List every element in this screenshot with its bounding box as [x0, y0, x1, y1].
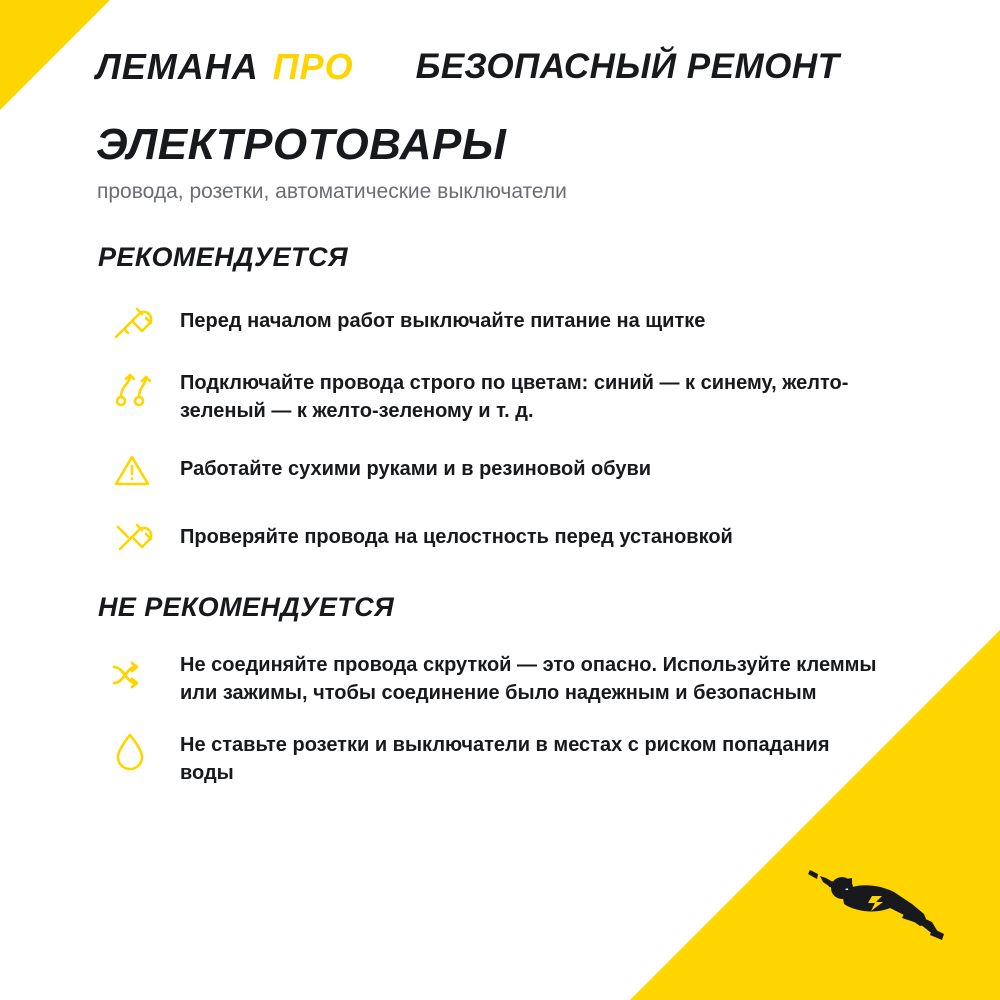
brand-logo — [96, 46, 354, 88]
header-title: БЕЗОПАСНЫЙ РЕМОНТ — [415, 47, 840, 86]
wires-colors-icon — [96, 367, 180, 413]
section-recommended — [96, 242, 926, 583]
section-title: НЕ РЕКОМЕНДУЕТСЯ — [98, 592, 395, 622]
page-subtitle: провода, розетки, автоматические выключатели — [97, 180, 567, 203]
warning-triangle-icon — [96, 447, 180, 493]
header — [96, 40, 940, 94]
plug-check-icon — [96, 515, 180, 561]
flying-handyman-illustration — [808, 848, 958, 958]
list-item-text: Проверяйте провода на целостность перед установкой — [180, 526, 733, 548]
list-item-text: Перед началом работ выключайте питание на щитке — [180, 310, 706, 332]
section-title: РЕКОМЕНДУЕТСЯ — [98, 242, 348, 272]
plug-icon — [96, 299, 180, 345]
top-left-corner-decoration — [0, 0, 110, 110]
page-title: ЭЛЕКТРОТОВАРЫ — [96, 120, 507, 169]
list-item-text: Подключайте провода строго по цветам: синий — к синему, желто-зеленый — к желто-зеленому и т. д. — [180, 372, 849, 422]
list-item — [96, 515, 926, 561]
twisted-wires-icon — [96, 649, 180, 695]
brand-logo-main: ЛЕМАНА — [96, 46, 259, 87]
list-item-text: Работайте сухими руками и в резиновой обуви — [180, 458, 652, 480]
list-item — [96, 649, 926, 707]
list-item-text: Не соединяйте провода скруткой — это опасно. Используйте клеммы или зажимы, чтобы соединение было надежным и безопасным — [180, 654, 877, 704]
list-item-text: Не ставьте розетки и выключатели в местах с риском попадания воды — [180, 734, 830, 784]
list-item — [96, 729, 926, 787]
water-drop-icon — [96, 729, 180, 775]
section-not-recommended — [96, 592, 926, 809]
brand-logo-pro: ПРО — [272, 46, 354, 87]
list-item — [96, 367, 926, 425]
list-item — [96, 299, 926, 345]
list-item — [96, 447, 926, 493]
